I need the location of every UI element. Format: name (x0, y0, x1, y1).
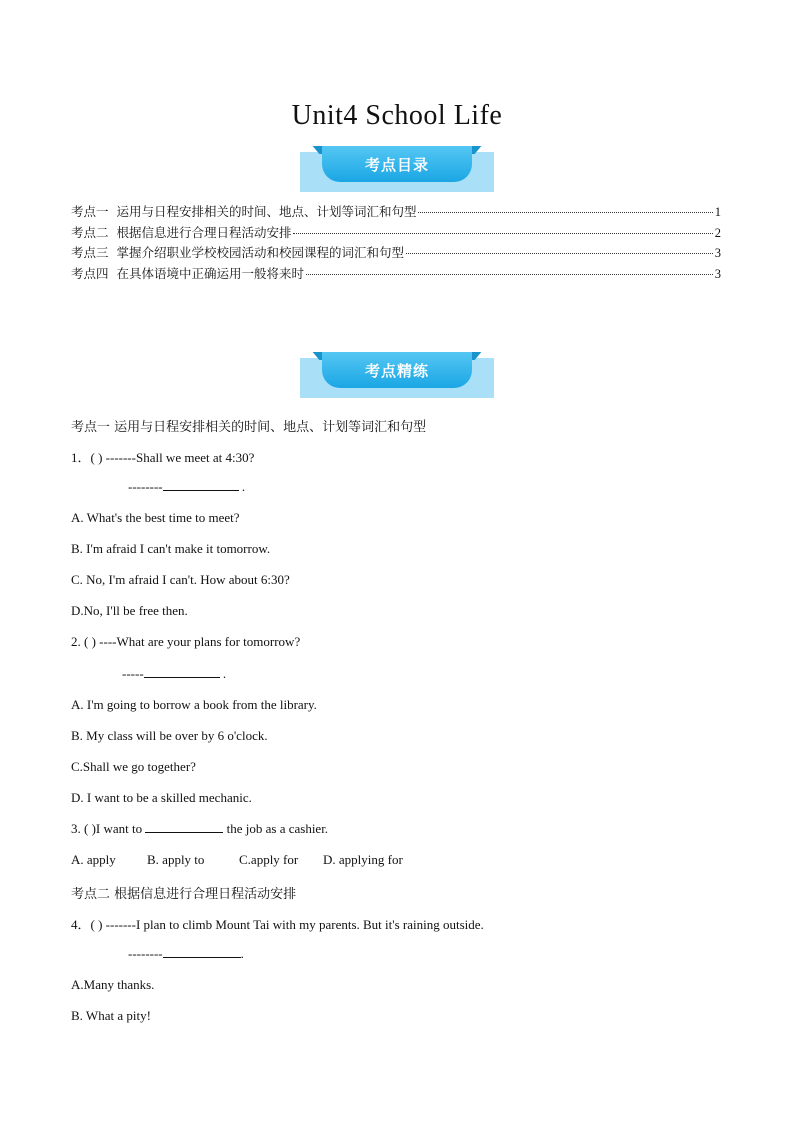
toc-entry[interactable]: 考点一 运用与日程安排相关的时间、地点、计划等词汇和句型 1 (71, 204, 721, 219)
toc-entry[interactable]: 考点三 掌握介绍职业学校校园活动和校园课程的词汇和句型 3 (71, 245, 721, 260)
toc-banner (300, 146, 494, 192)
practice-banner-label: 考点精练 (322, 352, 472, 388)
question-stem: 3. ( )I want to the job as a cashier. (71, 821, 329, 836)
question-stem: 1．( ) -------Shall we meet at 4:30? (71, 450, 255, 465)
question-stem: 4．( ) -------I plan to climb Mount Tai with my parents. But it's raining outside. (71, 917, 484, 932)
option: C. No, I'm afraid I can't. How about 6:30? (71, 572, 290, 587)
answer-line: -------- . (128, 479, 246, 494)
toc-banner-label: 考点目录 (322, 146, 472, 182)
table-of-contents (71, 202, 721, 284)
toc-entry[interactable]: 考点二 根据信息进行合理日程活动安排 2 (71, 224, 721, 240)
page-title: Unit4 School Life (291, 100, 503, 131)
option: D.No, I'll be free then. (71, 603, 188, 618)
option-row: A. apply B. apply to C.apply for D. applying for (71, 852, 403, 867)
answer-line: ----- . (122, 666, 227, 681)
answer-line: -------- . (128, 946, 244, 961)
option: B. I'm afraid I can't make it tomorrow. (71, 541, 271, 556)
option: B. What a pity! (71, 1008, 151, 1023)
option: D. I want to be a skilled mechanic. (71, 790, 252, 805)
option: B. My class will be over by 6 o'clock. (71, 728, 268, 743)
question-stem: 2. ( ) ----What are your plans for tomorrow? (71, 634, 301, 649)
toc-entry[interactable]: 考点四 在具体语境中正确运用一般将来时 3 (71, 265, 721, 281)
section-heading: 考点二 根据信息进行合理日程活动安排 (71, 887, 297, 902)
option: C.Shall we go together? (71, 759, 196, 774)
option: A.Many thanks. (71, 977, 155, 992)
practice-banner (300, 352, 494, 398)
section-heading: 考点一 运用与日程安排相关的时间、地点、计划等词汇和句型 (71, 420, 427, 435)
option: A. What's the best time to meet? (71, 510, 240, 525)
option: A. I'm going to borrow a book from the library. (71, 697, 317, 712)
